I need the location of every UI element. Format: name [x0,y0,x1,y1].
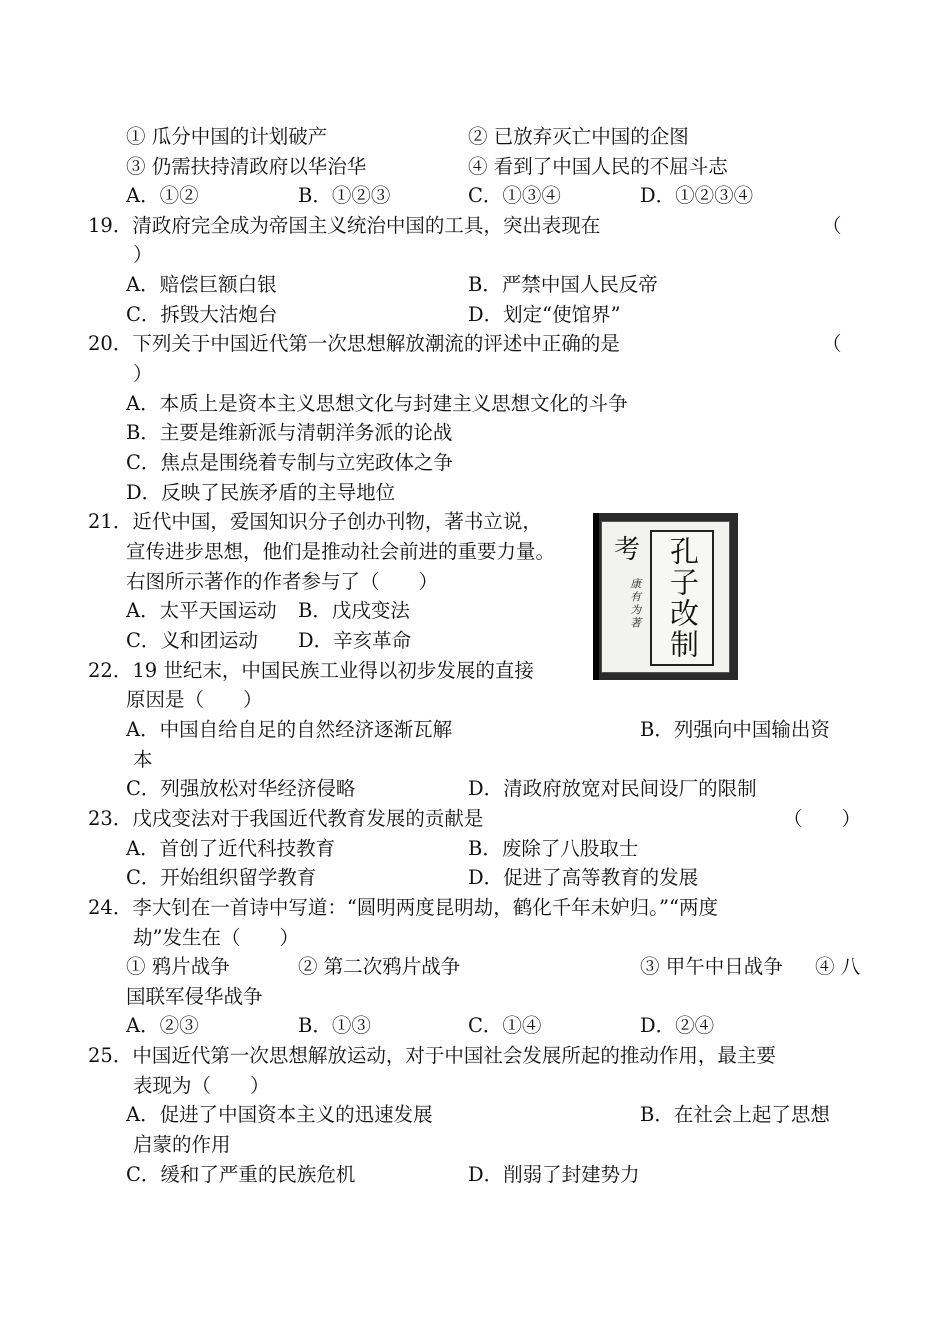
book-title: 孔子改制 [650,530,714,666]
q24-choice-b: B．①③ [298,1014,371,1037]
q20-choice-a: A．本质上是资本主义思想文化与封建主义思想文化的斗争 [126,392,628,415]
q24-option-4-cont: 国联军侵华战争 [126,985,263,1008]
q19-paren-close: ） [133,243,153,266]
q21-choice-b: B．戊戌变法 [298,599,410,622]
q24-line-1: 24．李大钊在一首诗中写道：“圆明两度昆明劫，鹤化千年未妒归。”“两度 [88,896,718,919]
q22-choice-c: C．列强放松对华经济侵略 [126,777,356,800]
q23-choice-d: D．促进了高等教育的发展 [468,866,699,889]
q24-option-1: ① 鸦片战争 [126,955,230,978]
q18-choice-a: A．①② [126,184,199,207]
q21-choice-d: D．辛亥革命 [298,629,412,652]
q21-line-3: 右图所示著作的作者参与了（ ） [126,570,439,593]
q18-choice-b: B．①②③ [298,184,391,207]
q24-option-4: ④ 八 [815,955,861,978]
q25-choice-b: B．在社会上起了思想 [640,1103,830,1126]
q18-choice-d: D．①②③④ [640,184,754,207]
q21-line-1: 21．近代中国，爱国知识分子创办刊物，著书立说， [88,510,542,533]
book-side-char: 考 [614,535,641,565]
book-cover-image [593,513,738,680]
q25-choice-a: A．促进了中国资本主义的迅速发展 [126,1103,433,1126]
q24-choice-d: D．②④ [640,1014,715,1037]
q25-choice-c: C．缓和了严重的民族危机 [126,1163,356,1186]
q23-choice-a: A．首创了近代科技教育 [126,837,336,860]
q19-choice-d: D．划定“使馆界” [468,303,621,326]
q18-option-1: ① 瓜分中国的计划破产 [126,125,328,148]
q20-choice-d: D．反映了民族矛盾的主导地位 [126,481,396,504]
q20-paren-close: ） [133,362,153,385]
q18-option-3: ③ 仍需扶持清政府以华治华 [126,155,367,178]
q21-choice-c: C．义和团运动 [126,629,258,652]
q24-option-2: ② 第二次鸦片战争 [298,955,461,978]
book-spine [593,513,599,680]
q25-line-2: 表现为（ ） [133,1074,270,1097]
q24-option-3: ③ 甲午中日战争 [640,955,783,978]
q25-line-1: 25．中国近代第一次思想解放运动，对于中国社会发展所起的推动作用，最主要 [88,1044,776,1067]
q20-choice-c: C．焦点是围绕着专制与立宪政体之争 [126,451,453,474]
q19-paren-open: （ [822,214,842,237]
q22-choice-b-cont: 本 [133,748,153,771]
q18-option-4: ④ 看到了中国人民的不屈斗志 [468,155,728,178]
q18-choice-c: C．①③④ [468,184,561,207]
q22-line-2: 原因是（ ） [126,688,263,711]
q24-choice-a: A．②③ [126,1014,199,1037]
q23-choice-c: C．开始组织留学教育 [126,866,317,889]
book-author: 康有为著 [628,578,642,630]
q19-choice-c: C．拆毁大沽炮台 [126,303,278,326]
q23-paren: （ ） [783,807,862,830]
q23-choice-b: B．废除了八股取士 [468,837,639,860]
q20-choice-b: B．主要是维新派与清朝洋务派的论战 [126,421,453,444]
q18-option-2: ② 已放弃灭亡中国的企图 [468,125,689,148]
q19-choice-a: A．赔偿巨额白银 [126,273,277,296]
q19-choice-b: B．严禁中国人民反帝 [468,273,658,296]
q22-choice-d: D．清政府放宽对民间设厂的限制 [468,777,757,800]
q24-line-2: 劫”发生在（ ） [133,926,299,949]
q20-stem: 20．下列关于中国近代第一次思想解放潮流的评述中正确的是 [88,332,620,355]
q22-line-1: 22．19 世纪末，中国民族工业得以初步发展的直接 [88,659,534,682]
q24-choice-c: C．①④ [468,1014,542,1037]
q23-stem: 23．戊戌变法对于我国近代教育发展的贡献是 [88,807,484,830]
q25-choice-d: D．削弱了封建势力 [468,1163,640,1186]
q22-choice-a: A．中国自给自足的自然经济逐渐瓦解 [126,718,453,741]
q20-paren-open: （ [822,332,842,355]
q25-choice-b-cont: 启蒙的作用 [133,1133,231,1156]
q19-stem: 19．清政府完全成为帝国主义统治中国的工具，突出表现在 [88,214,601,237]
q21-line-2: 宣传进步思想，他们是推动社会前进的重要力量。 [126,540,556,563]
book-cover-panel [601,521,730,673]
q22-choice-b: B．列强向中国输出资 [640,718,830,741]
q21-choice-a: A．太平天国运动 [126,599,277,622]
